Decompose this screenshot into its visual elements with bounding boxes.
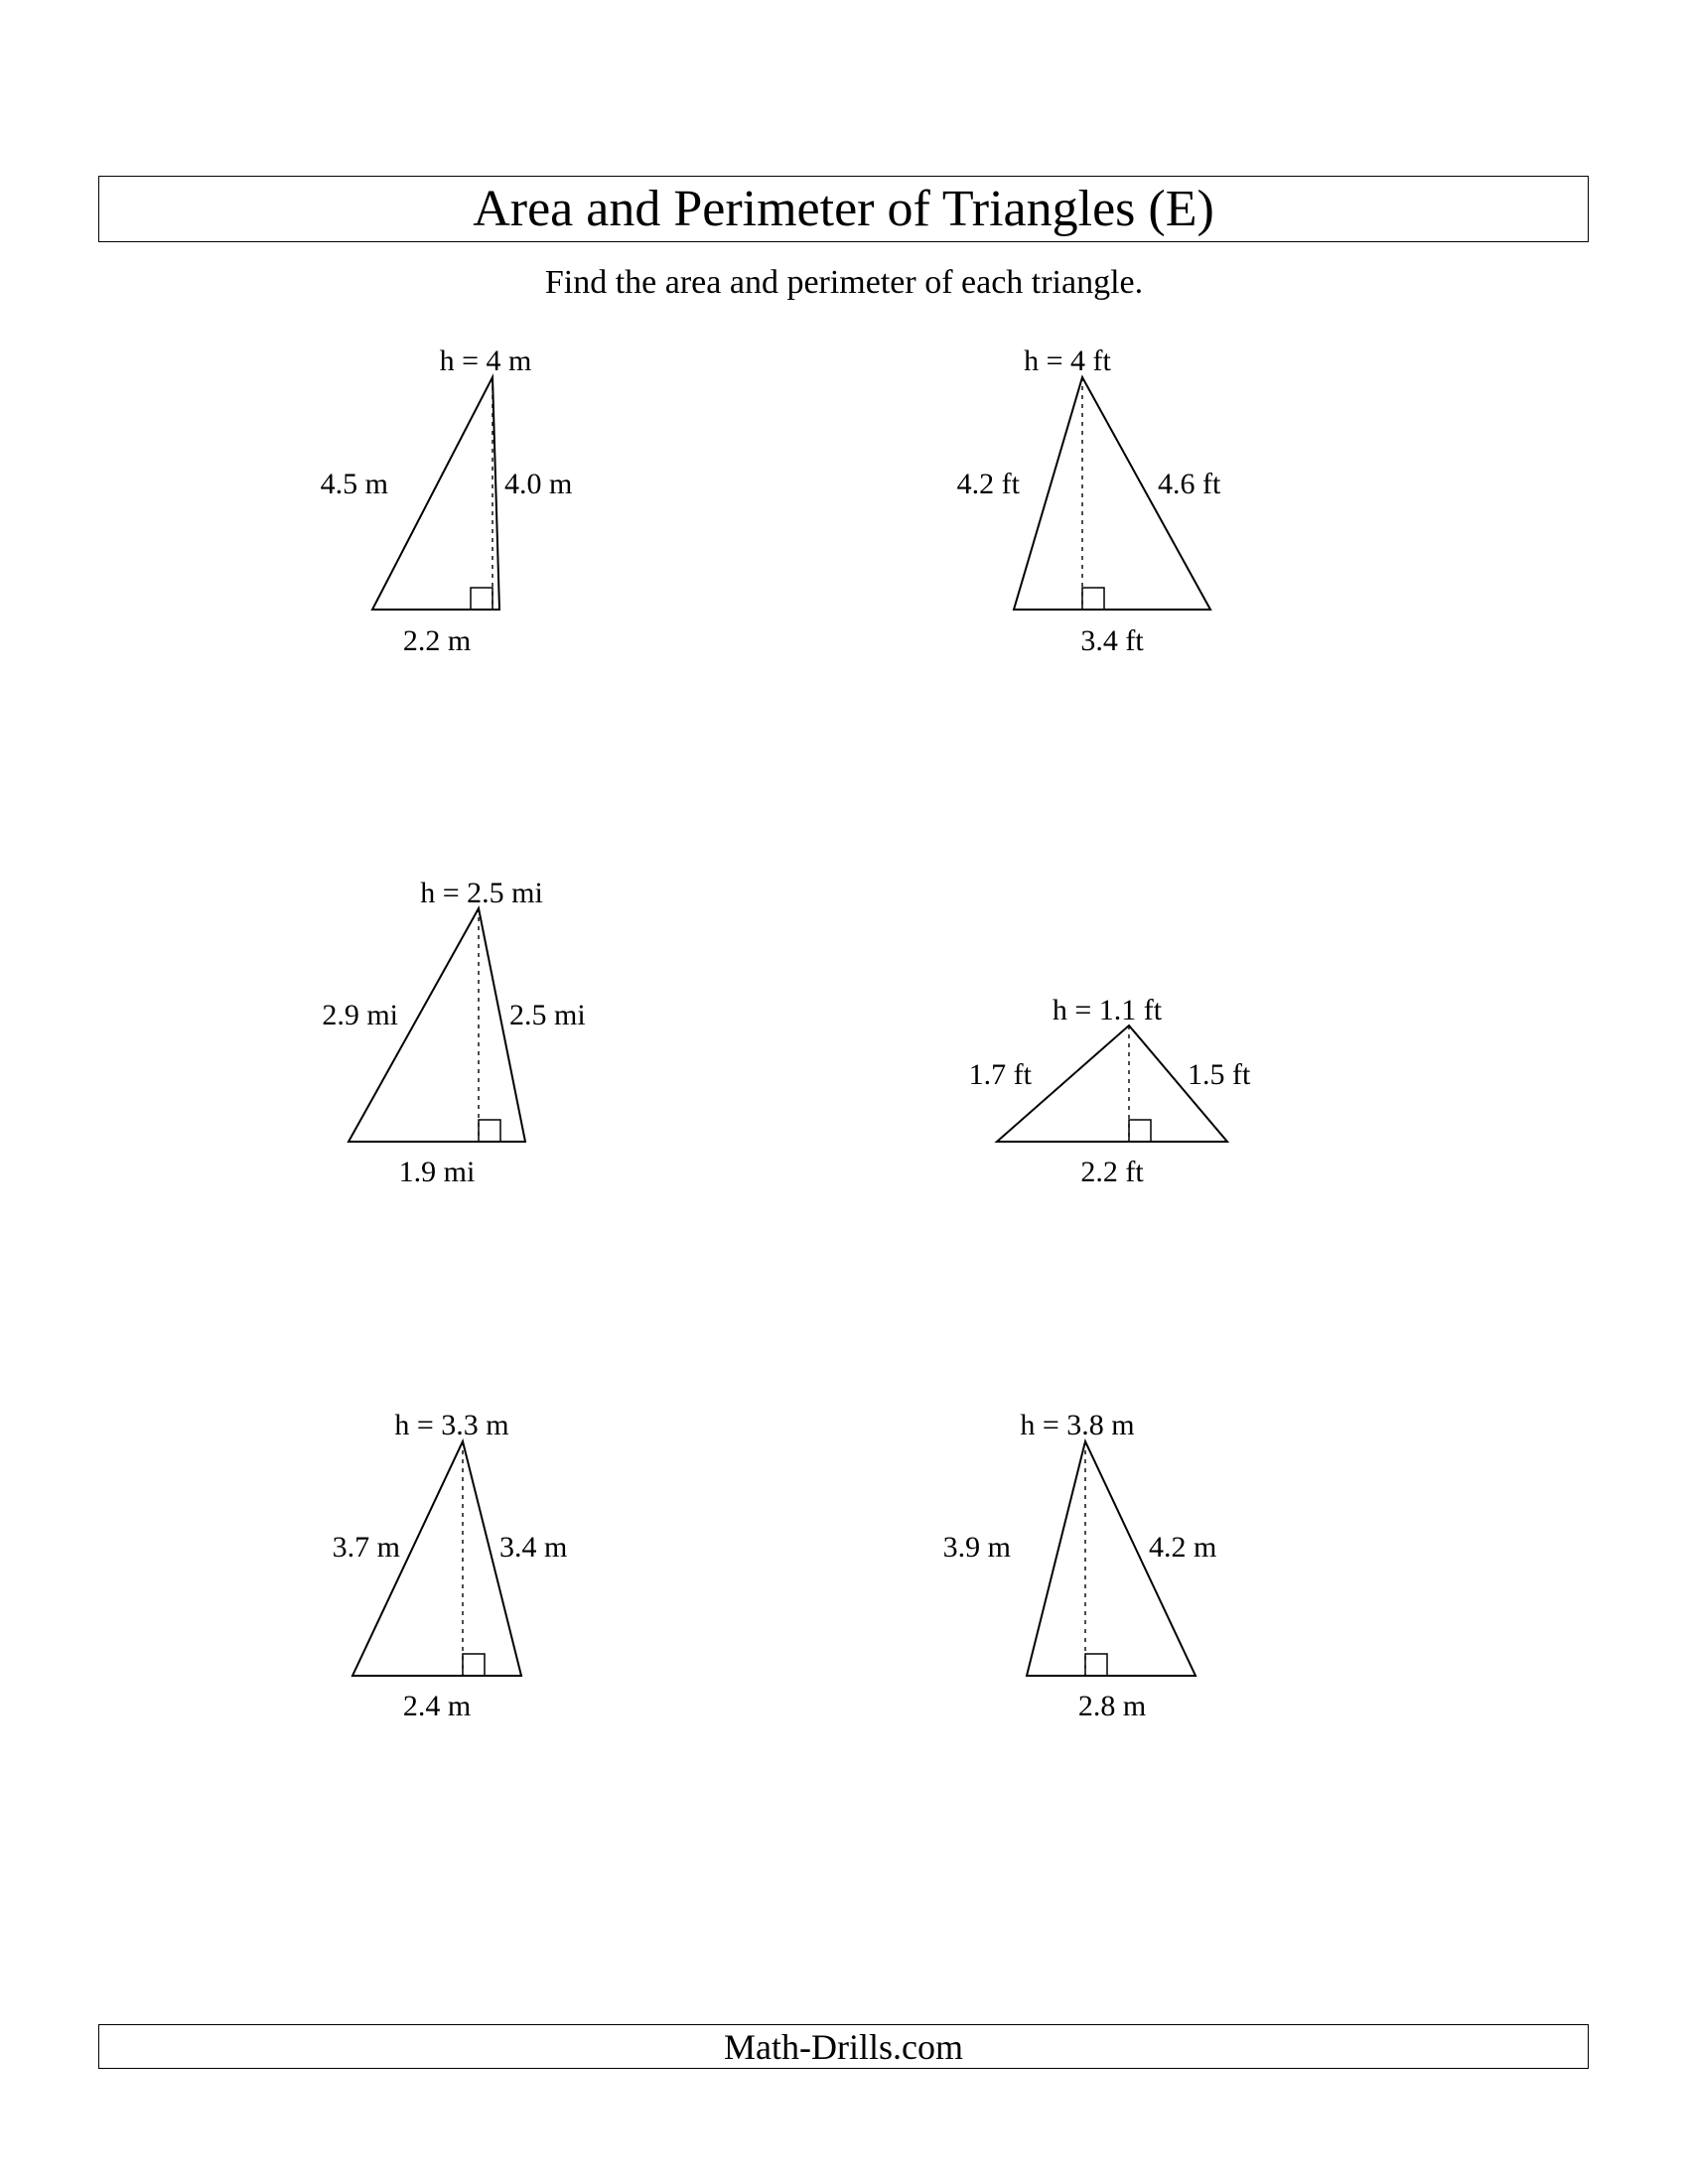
right-angle-marker: [1085, 1654, 1107, 1676]
left-side-label: 3.7 m: [332, 1531, 400, 1564]
footer-box: [98, 2024, 1589, 2069]
left-side-label: 1.7 ft: [968, 1058, 1032, 1091]
height-label: h = 2.5 mi: [420, 877, 543, 909]
right-side-label: 4.0 m: [504, 468, 573, 500]
triangle-outline: [372, 377, 499, 610]
right-side-label: 3.4 m: [499, 1531, 568, 1564]
triangle-problem-1: [321, 344, 573, 657]
right-angle-marker: [479, 1120, 500, 1142]
height-label: h = 3.8 m: [1020, 1409, 1135, 1441]
base-label: 2.8 m: [1077, 1690, 1147, 1722]
instructions: Find the area and perimeter of each triangle.: [544, 264, 1144, 301]
left-side-label: 4.2 ft: [956, 468, 1020, 500]
right-side-label: 4.2 m: [1149, 1531, 1217, 1564]
page-title: Area and Perimeter of Triangles (E): [473, 180, 1214, 237]
left-side-label: 3.9 m: [942, 1531, 1011, 1564]
base-label: 2.2 m: [402, 624, 472, 657]
triangle-problem-2: [957, 344, 1221, 657]
height-label: h = 4 ft: [1024, 344, 1111, 377]
base-label: 2.4 m: [402, 1690, 472, 1722]
right-angle-marker: [1082, 588, 1104, 610]
triangle-problem-6: [943, 1409, 1217, 1722]
height-label: h = 1.1 ft: [1052, 994, 1163, 1026]
right-side-label: 2.5 mi: [509, 999, 586, 1031]
footer-site: Math-Drills.com: [724, 2026, 963, 2067]
left-side-label: 4.5 m: [320, 468, 388, 500]
height-label: h = 4 m: [439, 344, 532, 377]
right-angle-marker: [463, 1654, 485, 1676]
base-label: 3.4 ft: [1080, 624, 1144, 657]
left-side-label: 2.9 mi: [322, 999, 398, 1031]
triangle-problem-4: [969, 994, 1251, 1188]
right-angle-marker: [1129, 1120, 1151, 1142]
right-side-label: 4.6 ft: [1158, 468, 1221, 500]
height-label: h = 3.3 m: [394, 1409, 509, 1441]
triangle-problem-3: [322, 877, 585, 1188]
right-angle-marker: [471, 588, 492, 610]
base-label: 2.2 ft: [1080, 1156, 1144, 1188]
base-label: 1.9 mi: [398, 1156, 476, 1188]
right-side-label: 1.5 ft: [1188, 1058, 1251, 1091]
triangle-problem-5: [333, 1409, 568, 1722]
